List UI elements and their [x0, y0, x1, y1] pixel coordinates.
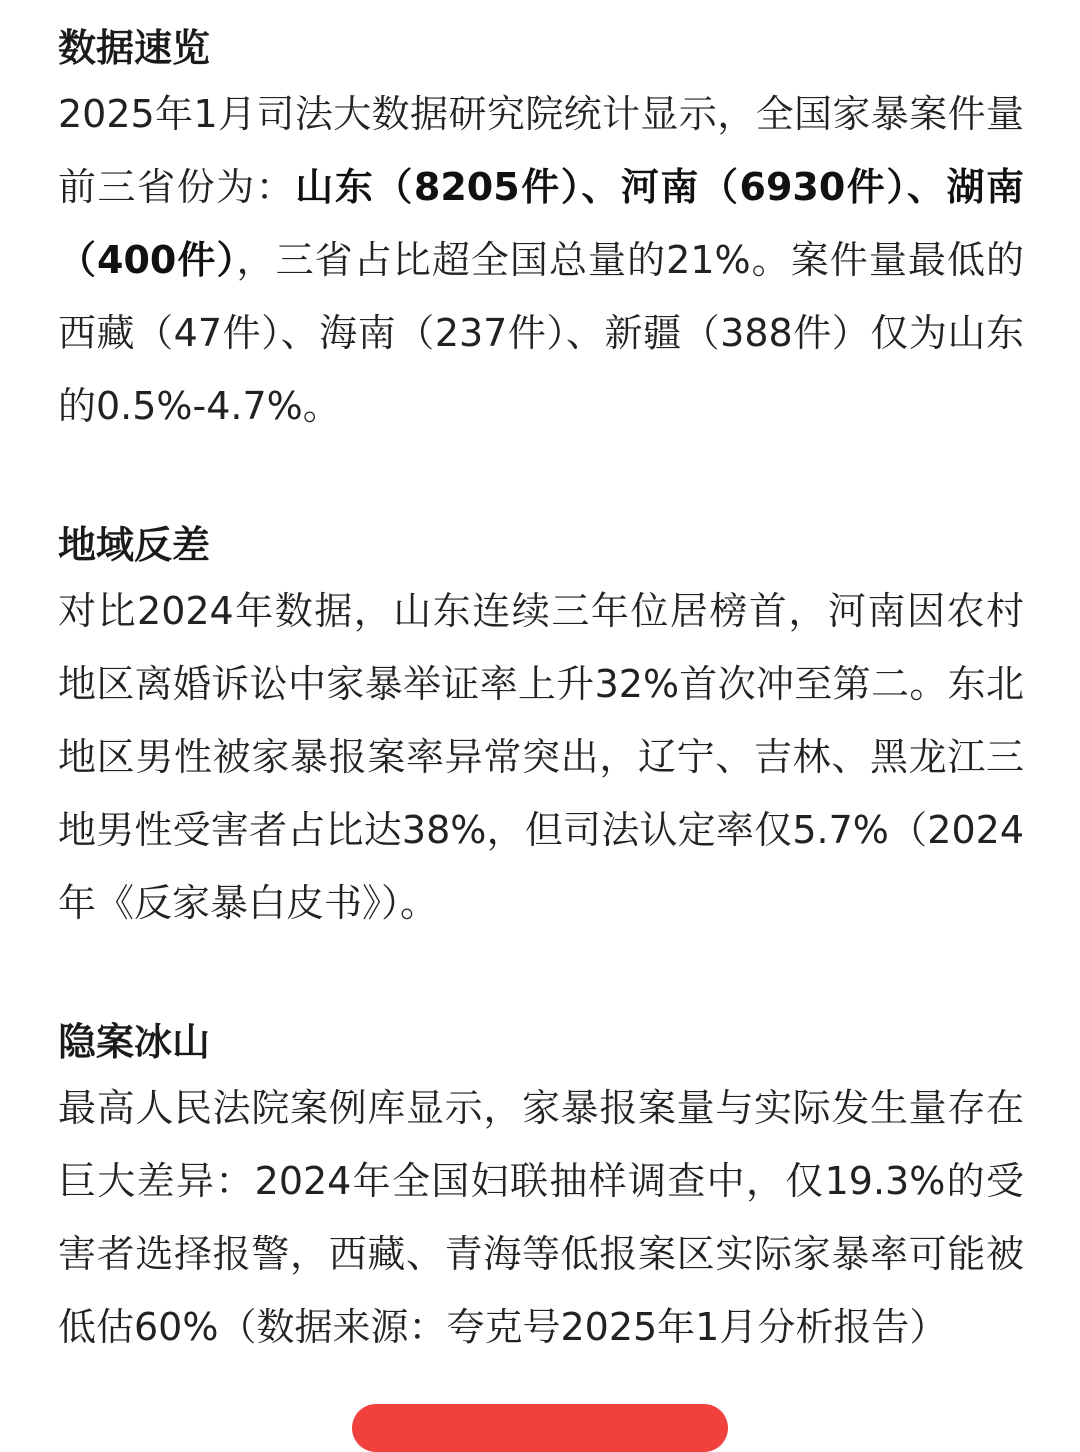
- text-segment: 2025年1月司法大数据研究院统计显示，全国家暴案件量前三省份为：: [58, 92, 1024, 209]
- highlight-top-provinces: 山东（8205件）、河南（6930件）、湖南（400件）: [58, 165, 1024, 282]
- text-segment: 对比2024年数据，山东连续三年位居榜首，河南因农村地区离婚诉讼中家暴举证率上升32%首次冲至第二。东北地区男性被家暴报案率异常突出，辽宁、吉林、黑龙江三地男性受害者占比达38%，但司法认定率仅5.7%（2024年《反家暴白皮书》）。: [58, 589, 1024, 925]
- section-paragraph-hidden-cases: [58, 1072, 1024, 1364]
- text-segment: 最高人民法院案例库显示，家暴报案量与实际发生量存在巨大差异：2024年全国妇联抽样调查中，仅19.3%的受害者选择报警，西藏、青海等低报案区实际家暴率可能被低估60%（数据来源：夸克号2025年1月分析报告）: [58, 1086, 1024, 1349]
- bottom-action-button[interactable]: [352, 1404, 728, 1452]
- section-paragraph-data-overview: [58, 78, 1024, 443]
- section-spacer: [58, 443, 1024, 515]
- text-segment: ，三省占比超全国总量的21%。案件量最低的西藏（47件）、海南（237件）、新疆（388件）仅为山东的0.5%-4.7%。: [58, 238, 1024, 428]
- section-paragraph-regional-contrast: [58, 575, 1024, 940]
- section-title-regional-contrast: 地域反差: [58, 523, 211, 567]
- article-body: [58, 18, 1024, 1364]
- section-spacer: [58, 940, 1024, 1012]
- section-title-hidden-cases: 隐案冰山: [58, 1020, 211, 1064]
- section-title-data-overview: 数据速览: [58, 26, 211, 70]
